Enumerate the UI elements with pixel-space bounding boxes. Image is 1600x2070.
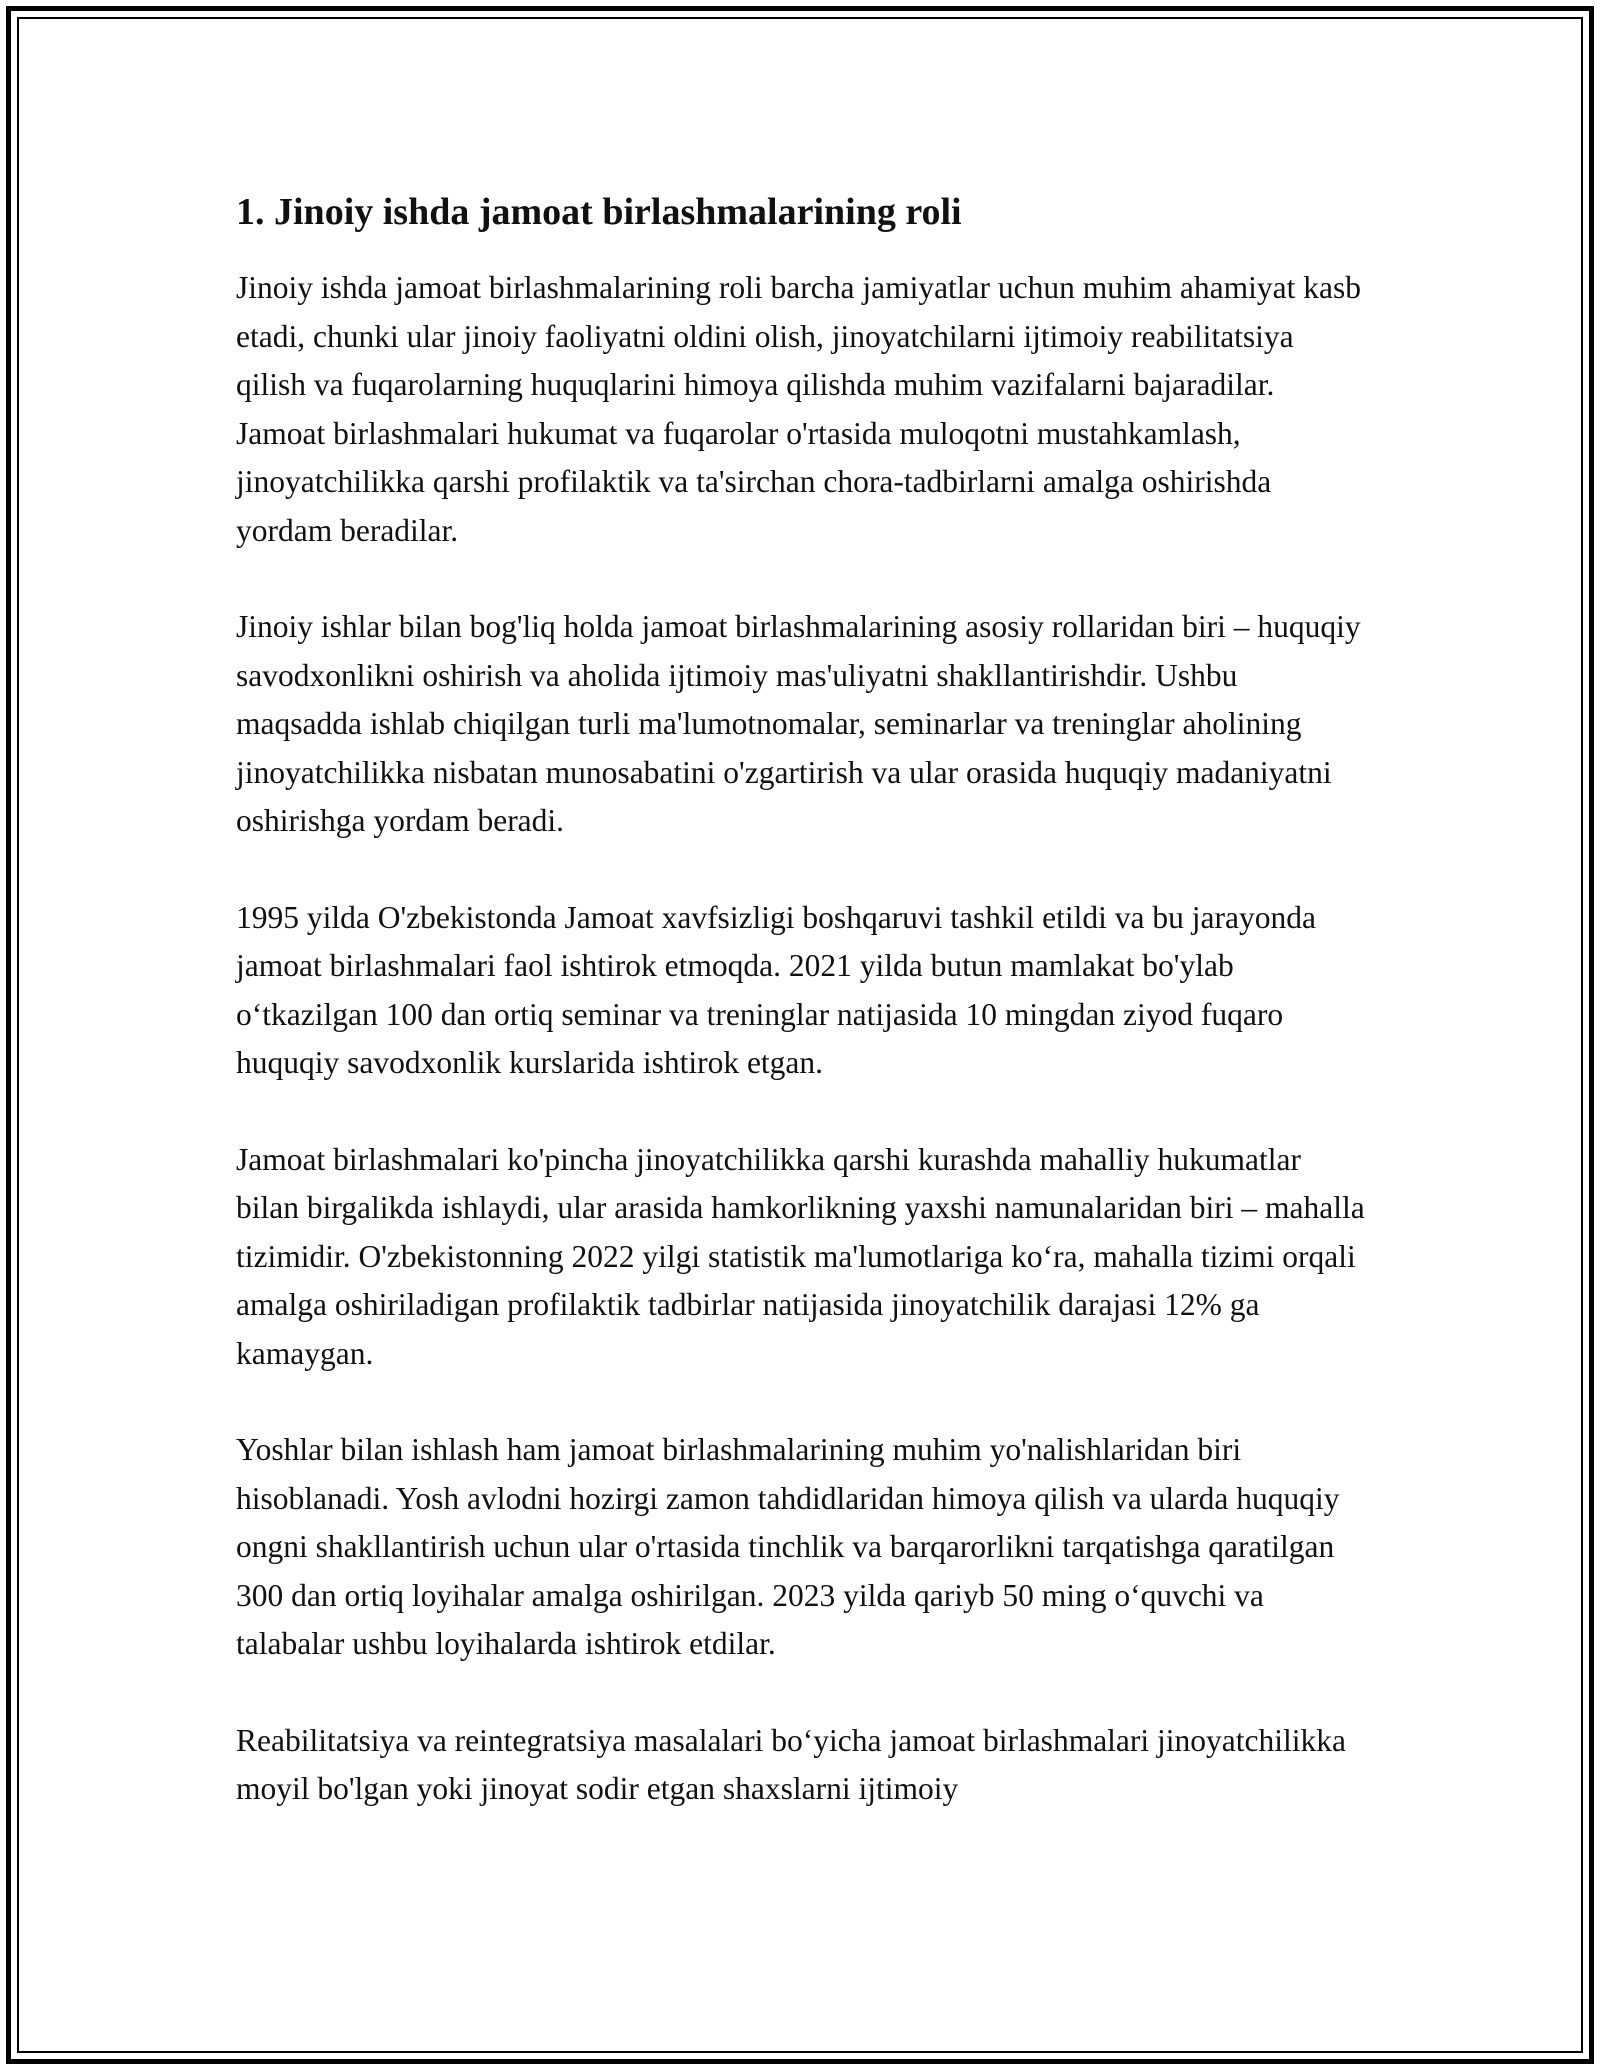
paragraph-5: Yoshlar bilan ishlash ham jamoat birlashmalarining muhim yo'nalishlaridan biri hisoblanadi. Yosh avlodni hozirgi zamon tahdidlaridan himoya qilish va ularda huquqiy ongni shakllantirish uchun ular o'rtasida tinchlik va barqarorlikni tarqatishga qaratilgan 300 dan ortiq loyihalar amalga oshirilgan. 2023 yilda qariyb 50 ming o‘quvchi va talabalar ushbu loyihalarda ishtirok etdilar. xyxy=(236,1432,1340,1661)
document-body xyxy=(236,186,1366,1814)
paragraph-2: Jinoiy ishlar bilan bog'liq holda jamoat birlashmalarining asosiy rollaridan biri – huquqiy savodxonlikni oshirish va aholida ijtimoiy mas'uliyatni shakllantirishdir. Ushbu maqsadda ishlab chiqilgan turli ma'lumotnomalar, seminarlar va treninglar aholining jinoyatchilikka nisbatan munosabatini o'zgartirish va ular orasida huquqiy madaniyatni oshirishga yordam beradi. xyxy=(236,609,1361,838)
paragraph-3: 1995 yilda O'zbekistonda Jamoat xavfsizligi boshqaruvi tashkil etildi va bu jarayonda jamoat birlashmalari faol ishtirok etmoqda. 2021 yilda butun mamlakat bo'ylab o‘tkazilgan 100 dan ortiq seminar va treninglar natijasida 10 mingdan ziyod fuqaro huquqiy savodxonlik kurslarida ishtirok etgan. xyxy=(236,899,1316,1080)
paragraph-1: Jinoiy ishda jamoat birlashmalarining roli barcha jamiyatlar uchun muhim ahamiyat kasb etadi, chunki ular jinoiy faoliyatni oldini olish, jinoyatchilarni ijtimoiy reabilitatsiya qilish va fuqarolarning huquqlarini himoya qilishda muhim vazifalarni bajaradilar. Jamoat birlashmalari hukumat va fuqarolar o'rtasida muloqotni mustahkamlash, jinoyatchilikka qarshi profilaktik va ta'sirchan chora-tadbirlarni amalga oshirishda yordam beradilar. xyxy=(236,270,1361,548)
paragraph-6: Reabilitatsiya va reintegratsiya masalalari bo‘yicha jamoat birlashmalari jinoyatchilikka moyil bo'lgan yoki jinoyat sodir etgan shaxslarni ijtimoiy xyxy=(236,1722,1346,1806)
paragraph-4: Jamoat birlashmalari ko'pincha jinoyatchilikka qarshi kurashda mahalliy hukumatlar bilan birgalikda ishlaydi, ular arasida hamkorlikning yaxshi namunalaridan biri – mahalla tizimidir. O'zbekistonning 2022 yilgi statistik ma'lumotlariga ko‘ra, mahalla tizimi orqali amalga oshiriladigan profilaktik tadbirlar natijasida jinoyatchilik darajasi 12% ga kamaygan. xyxy=(236,1141,1365,1371)
section-heading: 1. Jinoiy ishda jamoat birlashmalarining roli xyxy=(236,191,962,233)
